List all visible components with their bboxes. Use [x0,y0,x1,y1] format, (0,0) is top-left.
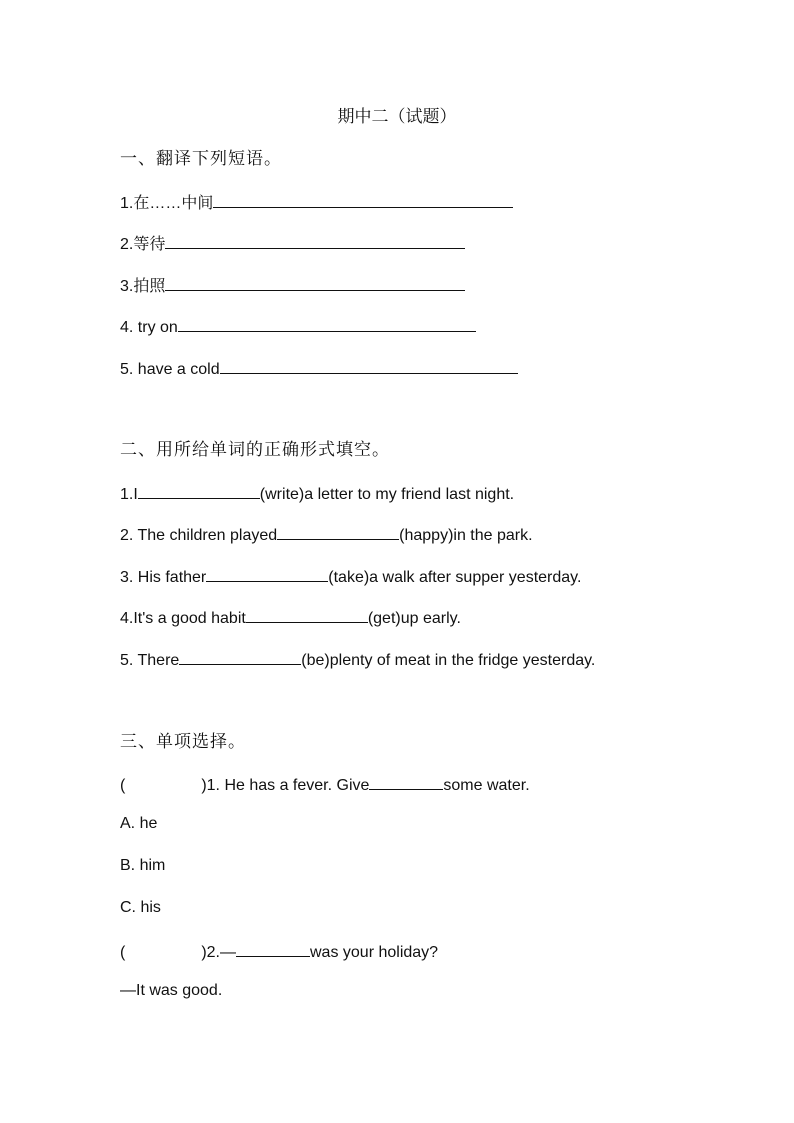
answer-paren-open: ( [120,944,126,961]
answer-blank[interactable] [220,357,518,374]
translation-item-2 [120,232,465,255]
page-title: 期中二（试题） [337,107,457,126]
item-stem-after: (write)a letter to my friend last night. [259,486,515,503]
answer-blank[interactable] [138,482,260,499]
choice-question-1 [120,773,530,796]
item-text: 4. try on [120,319,178,336]
item-stem-after: (happy)in the park. [399,527,533,544]
item-text: 1.在……中间 [120,195,214,212]
choice-question-2 [120,940,438,963]
fill-item-5 [120,648,595,671]
section-1-heading: 一、翻译下列短语。 [120,149,282,168]
answer-blank[interactable] [206,565,328,582]
answer-blank[interactable] [369,773,443,790]
question-stem-after: some water. [443,777,530,794]
section-3-heading: 三、单项选择。 [120,732,246,751]
option-a: A. he [120,815,158,832]
answer-paren-open: ( [120,777,126,794]
question-2-answer-line: —It was good. [120,982,223,999]
item-stem-before: 3. His father [120,569,207,586]
item-text: 5. have a cold [120,361,220,378]
item-stem-before: 5. There [120,652,180,669]
answer-blank[interactable] [236,940,310,957]
answer-blank[interactable] [165,274,465,291]
translation-item-1 [120,191,513,214]
item-stem-after: (get)up early. [367,610,461,627]
item-text: 2.等待 [120,236,166,253]
translation-item-4 [120,315,476,338]
answer-blank[interactable] [179,648,301,665]
question-stem-before: )1. He has a fever. Give [201,777,370,794]
fill-item-1 [120,482,514,505]
fill-item-4 [120,606,461,629]
fill-item-2 [120,523,533,546]
question-stem-after: was your holiday? [310,944,439,961]
answer-blank[interactable] [277,523,399,540]
translation-item-5 [120,357,518,380]
section-2-heading: 二、用所给单词的正确形式填空。 [120,440,390,459]
item-stem-after: (be)plenty of meat in the fridge yesterday. [301,652,596,669]
answer-blank[interactable] [178,315,476,332]
answer-blank[interactable] [213,191,513,208]
translation-item-3 [120,274,465,297]
fill-item-3 [120,565,581,588]
item-stem-before: 2. The children played [120,527,278,544]
item-text: 3.拍照 [120,278,166,295]
item-stem-before: 1.I [120,486,138,503]
item-stem-before: 4.It's a good habit [120,610,246,627]
item-stem-after: (take)a walk after supper yesterday. [328,569,582,586]
option-c: C. his [120,899,161,916]
answer-blank[interactable] [165,232,465,249]
option-b: B. him [120,857,166,874]
answer-blank[interactable] [246,606,368,623]
question-stem-before: )2.— [201,944,236,961]
